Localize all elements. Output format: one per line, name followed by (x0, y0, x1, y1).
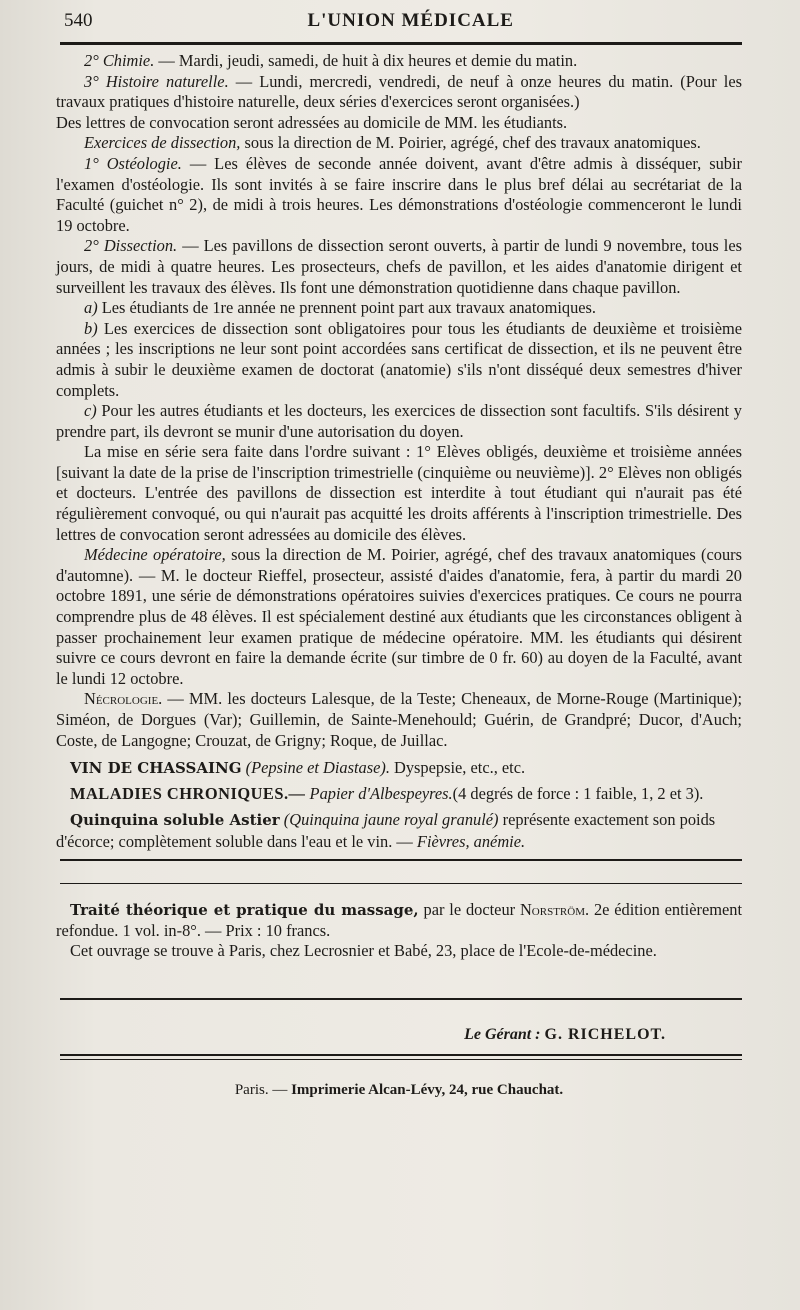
paragraph-mise-en-serie (56, 442, 742, 545)
book-sale: Cet ouvrage se trouve à Paris, chez Lecrosnier et Babé, 23, place de l'Ecole-de-médecine. (70, 941, 657, 961)
book-text: . 2e édition entièrement refondue. 1 vol. in-8°. — Prix : 10 francs. (56, 900, 743, 940)
ad-subtitle: (Pepsine et Diastase). (245, 758, 390, 778)
paragraph-label: 3° Histoire naturelle. (84, 71, 229, 91)
page-number: 540 (64, 10, 93, 31)
paragraph-text: Des lettres de convocation seront adressées au domicile de MM. les étudiants. (56, 112, 568, 132)
printer-rule-thin (60, 1059, 742, 1060)
paragraph-label: Médecine opératoire, (84, 545, 226, 565)
ad-title: Quinquina soluble Astier (70, 811, 280, 830)
paragraph-label: a) (84, 298, 98, 318)
ad-tail: Fièvres, anémie. (412, 832, 526, 852)
ad-title: VIN DE CHASSAING (70, 759, 242, 778)
paragraph-text: sous la direction de M. Poirier, agrégé, chef des travaux anatomiques. (240, 133, 701, 153)
ad-quinquina (56, 809, 742, 853)
paragraph-c (56, 401, 742, 442)
printer-prefix: Paris. — (234, 1081, 292, 1098)
paragraph-histoire (56, 72, 742, 113)
paragraph-a (56, 298, 742, 319)
paragraph-exercices (56, 133, 742, 154)
page-header (64, 10, 742, 40)
paragraph-text: — Mardi, jeudi, samedi, de huit à dix heures et demie du matin. (154, 51, 578, 70)
printer-line (56, 1082, 742, 1099)
printer-name: Imprimerie Alcan-Lévy, 24, rue Chauchat. (291, 1081, 564, 1098)
paragraph-label: Nécrologie. (84, 689, 163, 709)
gerant-signature (56, 1026, 742, 1044)
advertisements (56, 757, 742, 853)
paragraph-text: — Les pavillons de dissection seront ouverts, à partir de lundi 9 novembre, tous les jours, de midi à quatre heures. Les prosecteurs, chefs de pavillon, et les aides d'anatomie dirigent et surveillent les travaux des élèves. Ils font une démonstration quotidienne dans chaque pavillon. (56, 236, 742, 297)
ads-rule (60, 859, 742, 861)
paragraph-label: c) (84, 401, 97, 421)
paragraph-osteologie (56, 154, 742, 236)
journal-title: L'UNION MÉDICALE (307, 10, 514, 31)
ad-vin (56, 757, 742, 779)
paragraph-label: Exercices de dissection, (84, 133, 241, 153)
paragraph-text: — MM. les docteurs Lalesque, de la Teste; Cheneaux, de Morne-Rouge (Martinique); Siméon, de Dorgues (Var); Guillemin, de Sainte-Menehould; Guérin, de Grandpré; Ducor, d'Auch; Coste, de Langogne; Crouzat, de Grigny; Roque, de Juillac. (56, 689, 742, 750)
book-notice (56, 883, 742, 962)
paragraph-text: Pour les autres étudiants et les docteurs, les exercices de dissection sont facultifs. S'ils désirent y prendre part, ils devront se munir d'une autorisation du doyen. (56, 401, 742, 441)
article-body (56, 51, 742, 751)
ad-maladies (56, 783, 742, 805)
paragraph-label: b) (84, 318, 98, 338)
paragraph-label: 1° Ostéologie. (84, 153, 182, 173)
paragraph-necrologie (56, 689, 742, 751)
paragraph-chimie (56, 51, 742, 72)
paragraph-label: 2° Dissection. (84, 236, 178, 256)
paragraph-text: Les exercices de dissection sont obligatoires pour tous les étudiants de deuxième et troisième années ; les inscriptions ne leur sont point accordées sans certificat de dissection, et ils ne peuvent être admis à subir le deuxième examen de doctorat (anatomie) s'ils n'ont disséqué deux semestres d'hiver complets. (56, 318, 742, 400)
paragraph-convocation (56, 113, 742, 134)
paragraph-dissection (56, 236, 742, 298)
ad-subtitle: Papier d'Albespeyres. (305, 784, 453, 804)
ad-title: MALADIES CHRONIQUES.— (70, 784, 306, 804)
ad-text: (4 degrés de force : 1 faible, 1, 2 et 3). (452, 784, 704, 804)
header-rule (60, 42, 742, 45)
paragraph-text: La mise en série sera faite dans l'ordre suivant : 1° Elèves obligés, deuxième et troisième années [suivant la date de la prise de l'inscription trimestrielle (cinquième ou neuvième)]. 2° Elèves non obligés et docteurs. L'entrée des pavillons de dissection est interdite à tout étudiant qui n'aurait pas été régulièrement convoqué, ou qui n'aurait pas acquitté les droits afférents à l'inscription trimestrielle. Des lettres de convocation seront adressées au domicile des élèves. (56, 442, 742, 544)
paragraph-text: Les étudiants de 1re année ne prennent point part aux travaux anatomiques. (97, 298, 597, 318)
paragraph-text: sous la direction de M. Poirier, agrégé, chef des travaux anatomiques (cours d'automne). — M. le docteur Rieffel, prosecteur, assisté d'aides d'anatomie, fera, à partir du mardi 20 octobre 1891, une série de démonstrations opératoires suivies d'exercices pratiques. Ce cours ne pourra comprendre plus de 48 élèves. Il est spécialement destiné aux étudiants que les circonstances obligent à passer prochainement leur examen pratique de médecine opératoire. MM. les étudiants qui désirent suivre ce cours devront en faire la demande écrite (sur timbre de 0 fr. 60) au doyen de la Faculté, avant le lundi 12 octobre. (56, 545, 743, 688)
printer-rule (60, 1054, 742, 1056)
paragraph-medecine-operatoire (56, 545, 742, 689)
ad-text: Dyspepsie, etc., etc. (389, 758, 526, 778)
book-author: Norström (519, 900, 585, 920)
gerant-label: Le Gérant : (464, 1025, 541, 1043)
gerant-name: G. RICHELOT. (544, 1025, 666, 1043)
ad-text: représente exactement son poids d'écorce; complètement soluble dans l'eau et le vin. — (56, 810, 716, 852)
paragraph-b (56, 319, 742, 401)
book-rule-top (60, 883, 742, 884)
footer-block (56, 998, 742, 1099)
paragraph-label: 2° Chimie. (84, 51, 155, 70)
ad-subtitle: (Quinquina jaune royal granulé) (279, 810, 499, 830)
paragraph-text: — Lundi, mercredi, vendredi, de neuf à onze heures du matin. (Pour les travaux pratiques d'histoire naturelle, deux séries d'exercices seront organisées.) (56, 71, 742, 112)
book-text: par le docteur (418, 900, 520, 920)
footer-rule (60, 998, 742, 1000)
book-description (56, 900, 742, 941)
book-title: Traité théorique et pratique du massage, (70, 901, 419, 920)
paragraph-text: — Les élèves de seconde année doivent, avant d'être admis à disséquer, subir l'examen d'ostéologie. Ils sont invités à se faire inscrire dans le plus bref délai au secrétariat de la Faculté (guichet n° 2), de midi à trois heures. Les démonstrations d'ostéologie commenceront le lundi 19 octobre. (56, 153, 742, 235)
